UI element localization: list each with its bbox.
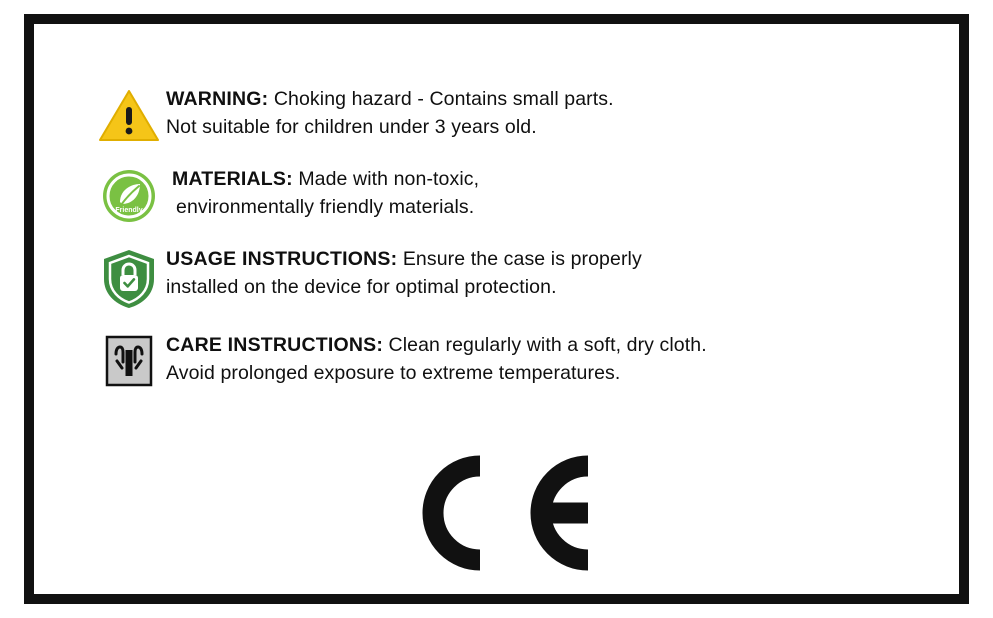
label-row-warning [92,86,932,144]
eco-icon-caption: Friendly [115,207,143,214]
row-text-line-1: Clean regularly with a soft, dry cloth. [383,334,707,356]
row-text-line-2: installed on the device for optimal protection. [166,275,557,298]
row-text-line-2: Avoid prolonged exposure to extreme temperatures. [166,361,621,384]
label-row-materials [92,166,932,224]
row-heading: WARNING: [166,88,269,110]
ce-marking-icon [392,454,602,572]
eco-friendly-leaf-icon [92,166,166,224]
label-row-warning-text [166,86,932,141]
row-heading: CARE INSTRUCTIONS: [166,334,384,356]
row-text-line-1: Ensure the case is properly [397,248,642,270]
warning-triangle-icon [92,86,166,144]
product-safety-label [24,14,969,604]
label-row-usage-text [166,246,932,301]
label-rows [92,86,932,410]
row-text-line-1: Choking hazard - Contains small parts. [268,88,614,110]
handle-with-care-icon [92,332,166,388]
row-text-line-2: Not suitable for children under 3 years old. [166,115,537,138]
row-text-line-2: environmentally friendly materials. [176,195,475,218]
row-heading: MATERIALS: [172,168,293,190]
label-row-care-text [166,332,932,387]
shield-check-icon [92,246,166,310]
certification-area [34,454,959,572]
label-row-materials-text [166,166,932,221]
label-row-usage [92,246,932,310]
label-row-care [92,332,932,388]
row-text-line-1: Made with non-toxic, [292,168,480,190]
row-heading: USAGE INSTRUCTIONS: [166,248,398,270]
